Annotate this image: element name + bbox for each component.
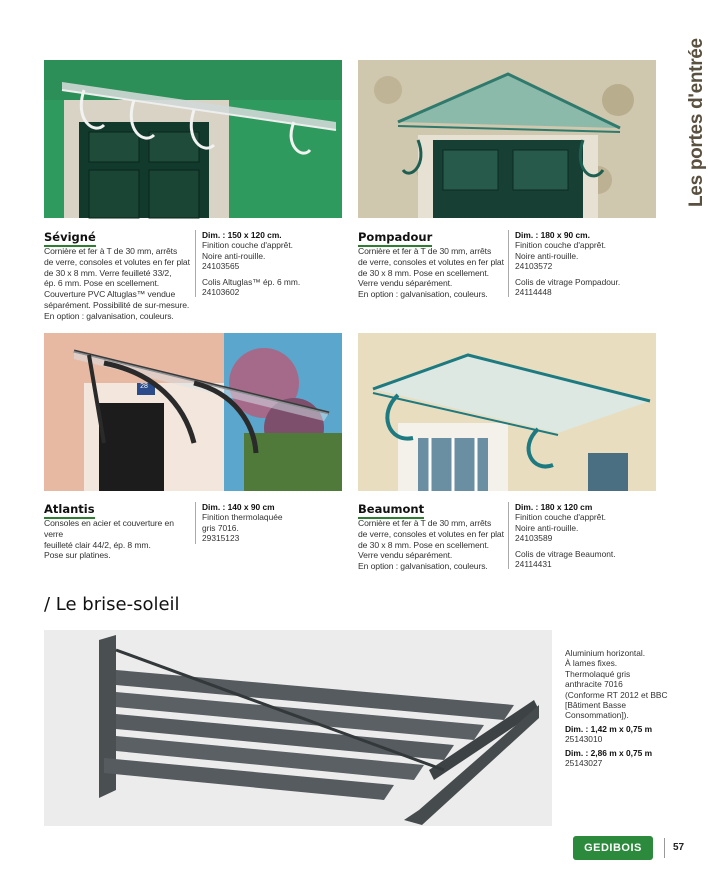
pompadour-title: Pompadour (358, 230, 432, 247)
sevigne-title: Sévigné (44, 230, 96, 247)
brise-soleil-description: Aluminium horizontal. À lames fixes. Thermolaqué gris anthracite 7016 (Conforme RT 2012 et BBC [Bâtiment Basse Consommation]). Dim. : 1,42 m x 0,75 m 25143010 Dim. : 2,86 m x 0,75 m 25143027 (565, 648, 675, 768)
brise-soleil-title: / Le brise-soleil (44, 594, 180, 615)
brise-soleil-ref-2: 25143027 (565, 758, 603, 769)
atlantis-description: Consoles en acier et couverture en verre feuilleté clair 44/2, ép. 8 mm. Pose sur platines. (44, 518, 174, 561)
beaumont-specs: Dim. : 180 x 120 cm Finition couche d'apprêt. Noire anti-rouille. 24103589 Colis de vitrage Beaumont. 24114431 (508, 502, 645, 569)
sevigne-photo (44, 60, 342, 218)
beaumont-title: Beaumont (358, 502, 424, 519)
brise-soleil-dim-1: Dim. : 1,42 m x 0,75 m (565, 723, 653, 734)
side-title-text: Les portes d'entrée (686, 38, 707, 207)
beaumont-photo (358, 333, 656, 491)
pompadour-photo (358, 60, 656, 218)
side-section-title (656, 22, 707, 222)
atlantis-title: Atlantis (44, 502, 95, 519)
pompadour-specs: Dim. : 180 x 90 cm. Finition couche d'apprêt. Noire anti-rouille. 24103572 Colis de vitrage Pompadour. 24114448 (508, 230, 645, 297)
page-number: 57 (664, 838, 684, 858)
brise-soleil-dim-2: Dim. : 2,86 m x 0,75 m (565, 747, 653, 758)
atlantis-specs: Dim. : 140 x 90 cm Finition thermolaquée gris 7016. 29315123 (195, 502, 322, 544)
brise-soleil-photo (44, 630, 552, 826)
sevigne-specs: Dim. : 150 x 120 cm. Finition couche d'apprêt. Noire anti-rouille. 24103565 Colis Altuglas™ ép. 6 mm. 24103602 (195, 230, 322, 297)
house-number: 28 (140, 383, 148, 390)
beaumont-description: Cornière et fer à T de 30 mm, arrêts de verre, consoles et volutes en fer plat de 30 x 8 mm. Pose en scellement. Verre vendu séparément. En option : galvanisation, couleurs. (358, 518, 504, 572)
atlantis-photo (44, 333, 342, 491)
brise-soleil-ref-1: 25143010 (565, 734, 603, 745)
gedibois-logo: GEDIBOIS (573, 836, 653, 860)
pompadour-description: Cornière et fer à T de 30 mm, arrêts de verre, consoles et volutes en fer plat de 30 x 8 mm. Pose en scellement. Verre vendu séparément. En option : galvanisation, couleurs. (358, 246, 504, 300)
sevigne-description: Cornière et fer à T de 30 mm, arrêts de verre, consoles et volutes en fer plat de 30 x 8 mm. Verre feuilleté 33/2, ép. 6 mm. Pose en scellement. Couverture PVC Altuglas™ vendue séparément. Possibilité de sur-mesure. En option : galvanisation, couleurs. (44, 246, 190, 321)
